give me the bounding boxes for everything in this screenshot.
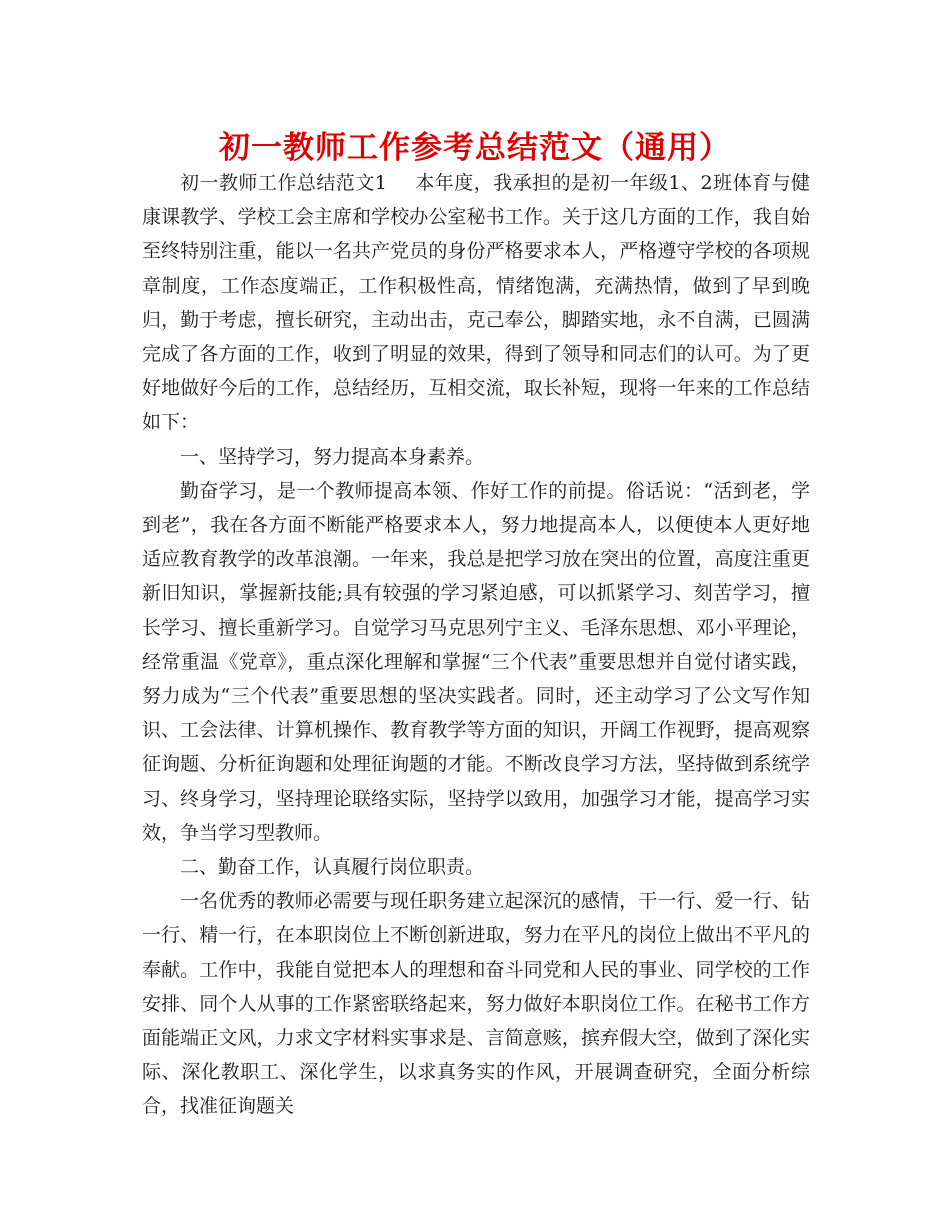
intro-label: 初一教师工作总结范文1 bbox=[180, 172, 387, 194]
section-heading-1: 一、坚持学习，努力提高本身素养。 bbox=[180, 445, 485, 468]
paragraph-study: 勤奋学习，是一个教师提高本领、作好工作的前提。俗话说：“活到老，学到老”，我在各方面不断能严格要求本人，努力地提高本人，以便使本人更好地适应教育教学的改革浪潮。一年来，我总是把学习放在突出的位置，高度注重更新旧知识，掌握新技能;具有较强的学习紧迫感，可以抓紧学习、刻苦学习，擅长学习、擅长重新学习。自觉学习马克思列宁主义、毛泽东思想、邓小平理论，经常重温《党章》，重点深化理解和掌握“三个代表”重要思想并自觉付诸实践，努力成为“三个代表”重要思想的坚决实践者。同时，还主动学习了公文写作知识、工会法律、计算机操作、教育教学等方面的知识，开阔工作视野，提高观察征询题、分析征询题和处理征询题的才能。不断改良学习方法，坚持做到系统学习、终身学习，坚持理论联络实际，坚持学以致用，加强学习才能，提高学习实效，争当学习型教师。 bbox=[142, 479, 810, 844]
paragraph-intro bbox=[142, 166, 810, 440]
section-heading-2: 二、勤奋工作，认真履行岗位职责。 bbox=[180, 856, 485, 879]
paragraph-work: 一名优秀的教师必需要与现任职务建立起深沉的感情，干一行、爱一行、钻一行、精一行，在本职岗位上不断创新进取，努力在平凡的岗位上做出不平凡的奉献。工作中，我能自觉把本人的理想和奋斗同党和人民的事业、同学校的工作安排、同个人从事的工作紧密联络起来，努力做好本职岗位工作。在秘书工作方面能端正文风，力求文字材料实事求是、言简意赅，摈弃假大空，做到了深化实际、深化教职工、深化学生，以求真务实的作风，开展调查研究，全面分析综合，找准征询题关 bbox=[142, 890, 810, 1118]
paragraph-text: 本年度，我承担的是初一年级1、2班体育与健康课教学、学校工会主席和学校办公室秘书工作。关于这几方面的工作，我自始至终特别注重，能以一名共产党员的身份严格要求本人，严格遵守学校的各项规章制度，工作态度端正，工作积极性高，情绪饱满，充满热情，做到了早到晚归，勤于考虑，擅长研究，主动出击，克己奉公，脚踏实地，永不自满，已圆满完成了各方面的工作，收到了明显的效果，得到了领导和同志们的认可。为了更好地做好今后的工作，总结经历，互相交流，取长补短，现将一年来的工作总结如下： bbox=[142, 172, 810, 434]
document-body bbox=[142, 166, 810, 1124]
document-title: 初一教师工作参考总结范文（通用） bbox=[219, 130, 731, 166]
